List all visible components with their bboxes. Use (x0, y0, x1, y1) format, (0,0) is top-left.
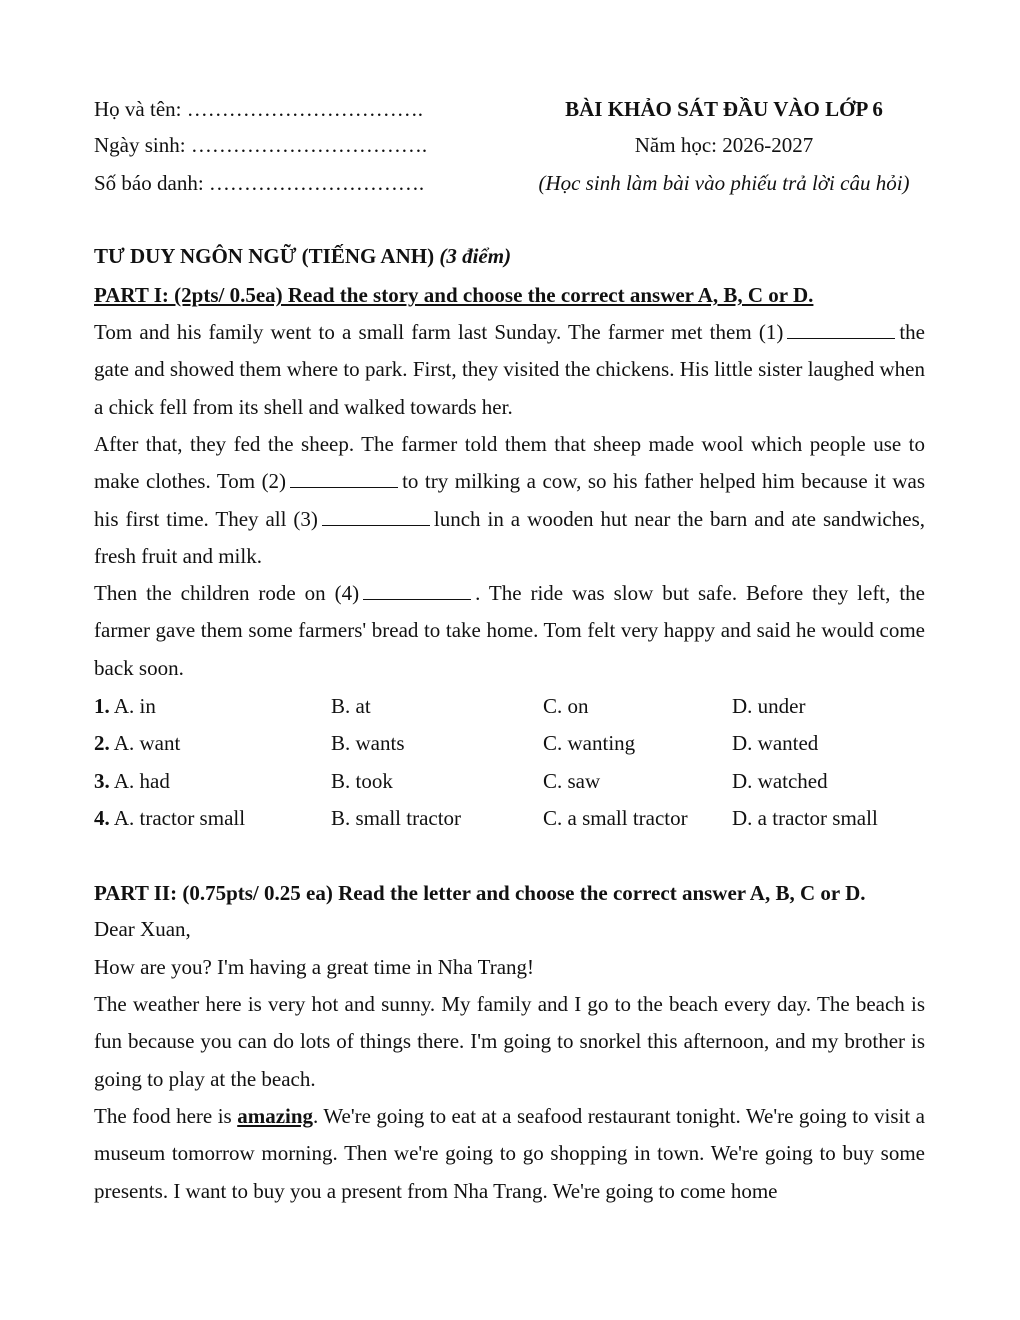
option-c: C. a small tractor (543, 806, 688, 830)
part1-p2-text-a: After that, they fed the sheep. The farmer told them that sheep made wool which people use to make clothes. Tom (2) (94, 432, 925, 494)
part1-p1-text-a: Tom and his family went to a small farm last Sunday. The farmer met them (1) (94, 320, 784, 344)
option-b: B. wants (331, 731, 405, 755)
school-year: Năm học: 2026-2027 (634, 133, 814, 157)
question-row (94, 730, 925, 756)
option-c: C. wanting (543, 731, 636, 755)
option-a: A. had (113, 769, 170, 793)
part2-title: PART II: (0.75pts/ 0.25 ea) Read the letter and choose the correct answer A, B, C or D. (94, 881, 866, 905)
letter-p2-text-b: . We're going to eat at a seafood restaurant tonight. We're going to visit a museum tomorrow morning. Then we're going to go shopping in town. We're going to buy some presents. I want to buy you a present from Nha Trang. We're going to come home (94, 1104, 925, 1203)
question-row (94, 693, 925, 719)
part1-paragraph-2 (94, 426, 925, 576)
dob-field-label: Ngày sinh: ……………………………. (94, 133, 428, 157)
section-title (94, 243, 511, 269)
answer-blank-2 (290, 471, 398, 488)
question-row (94, 768, 925, 794)
student-id-label: Số báo danh: …………………………. (94, 171, 425, 195)
letter-greeting: Dear Xuan, (94, 917, 191, 941)
part1-title: PART I: (2pts/ 0.5ea) Read the story and choose the correct answer A, B, C or D. (94, 283, 814, 307)
part1-p1-text-b: the gate and showed them where to park. First, they visited the chickens. His little sister laughed when a chick fell from its shell and walked towards her. (94, 320, 925, 419)
letter-paragraph-1: The weather here is very hot and sunny. My family and I go to the beach every day. The beach is fun because you can do lots of things there. I'm going to snorkel this afternoon, and my brother is going to play at the beach. (94, 992, 925, 1091)
part1-p3-text-a: Then the children rode on (4) (94, 581, 360, 605)
exam-title: BÀI KHẢO SÁT ĐẦU VÀO LỚP 6 (565, 97, 883, 121)
question-number: 3. (94, 769, 110, 793)
name-field-label: Họ và tên: ……………………………. (94, 97, 423, 121)
letter-line-1: How are you? I'm having a great time in Nha Trang! (94, 955, 535, 979)
option-b: B. took (331, 769, 393, 793)
option-c: C. on (543, 694, 589, 718)
answer-blank-3 (322, 509, 430, 526)
exam-instruction: (Học sinh làm bài vào phiếu trả lời câu hỏi) (538, 171, 910, 195)
answer-blank-4 (363, 583, 471, 600)
option-a: A. want (113, 731, 181, 755)
option-a: A. tractor small (113, 806, 246, 830)
option-d: D. wanted (732, 731, 819, 755)
answer-blank-1 (787, 322, 895, 339)
part1-paragraph-1 (94, 314, 925, 426)
option-b: B. small tractor (331, 806, 462, 830)
part1-p2-text-b: to try milking a cow, so his father helped him because it was his first time. They all (3) (94, 469, 926, 531)
question-number: 2. (94, 731, 110, 755)
option-b: B. at (331, 694, 371, 718)
question-row (94, 805, 925, 831)
highlighted-word: amazing (237, 1104, 314, 1128)
question-number: 1. (94, 694, 110, 718)
option-d: D. a tractor small (732, 806, 878, 830)
option-a: A. in (113, 694, 156, 718)
part1-p2-text-c: lunch in a wooden hut near the barn and ate sandwiches, fresh fruit and milk. (94, 506, 925, 569)
section-name: TƯ DUY NGÔN NGỮ (TIẾNG ANH) (94, 244, 435, 268)
letter-paragraph-2 (94, 1098, 925, 1210)
option-d: D. watched (732, 769, 828, 793)
section-points: (3 điểm) (439, 244, 512, 268)
letter-p2-text-a: The food here is (94, 1104, 232, 1128)
option-c: C. saw (543, 769, 601, 793)
part1-paragraph-3 (94, 575, 925, 687)
question-number: 4. (94, 806, 110, 830)
part1-p3-text-b: . The ride was slow but safe. Before they left, the farmer gave them some farmers' bread to take home. Tom felt very happy and said he would come back soon. (94, 581, 925, 680)
option-d: D. under (732, 694, 806, 718)
